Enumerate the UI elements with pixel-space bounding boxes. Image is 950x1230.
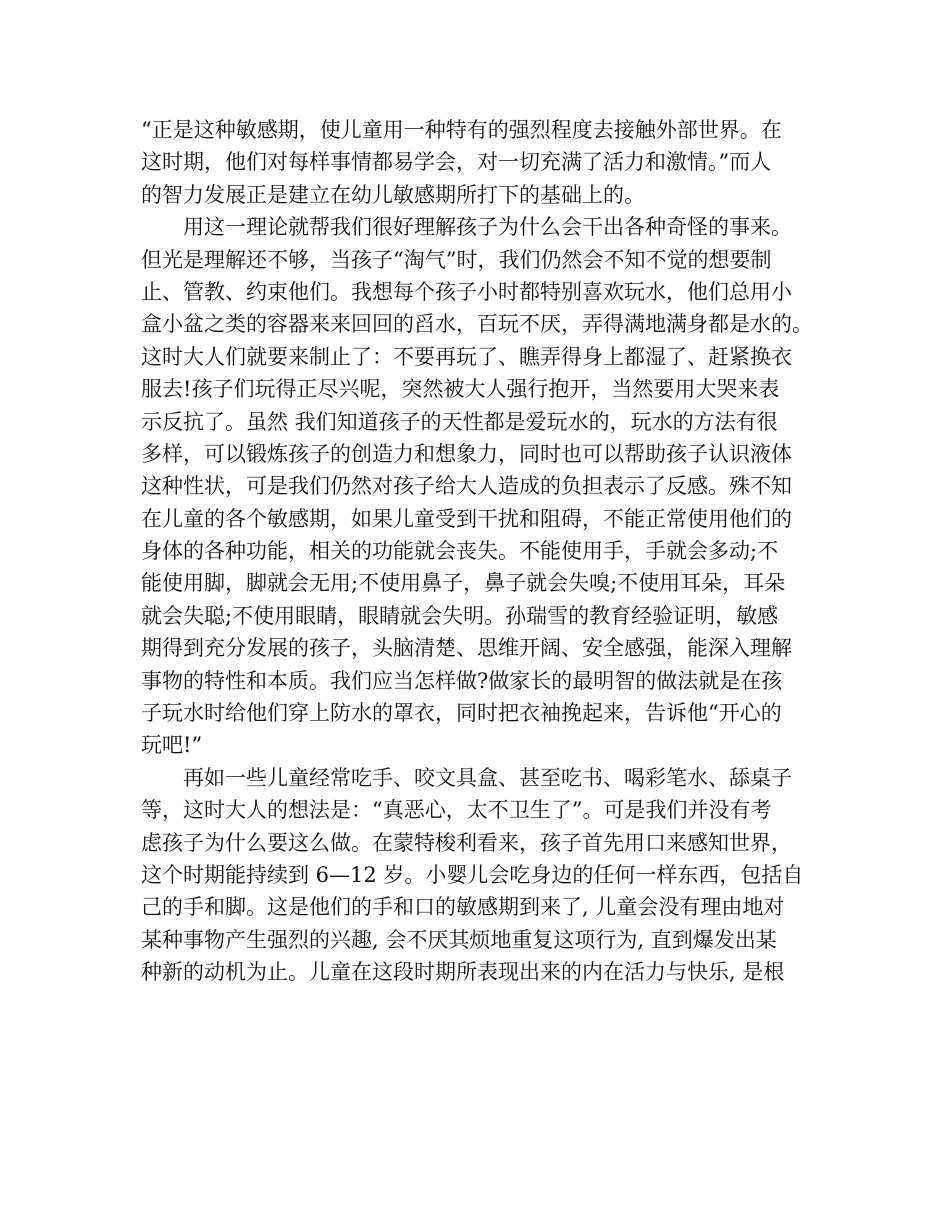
text-line: 某种事物产生强烈的兴趣, 会不厌其烦地重复这项行为, 直到爆发出某 [141, 927, 777, 952]
text-line: 期得到充分发展的孩子，头脑清楚、思维开阔、安全感强，能深入理解 [141, 636, 792, 661]
text-line: 用这一理论就帮我们很好理解孩子为什么会干出各种奇怪的事来。 [141, 215, 792, 240]
text-line: 的智力发展正是建立在幼儿敏感期所打下的基础上的。 [141, 182, 645, 207]
text-line: 这种性状，可是我们仍然对孩子给大人造成的负担表示了反感。殊不知 [141, 474, 792, 499]
text-line: 在儿童的各个敏感期，如果儿童受到干扰和阻碍，不能正常使用他们的 [141, 506, 792, 531]
text-line: 玩吧!” [141, 733, 203, 758]
text-line: 这时大人们就要来制止了：不要再玩了、瞧弄得身上都湿了、赶紧换衣 [141, 344, 792, 369]
text-line: 能使用脚，脚就会无用;不使用鼻子，鼻子就会失嗅;不使用耳朵，耳朵 [141, 571, 786, 596]
text-line: 这个时期能持续到 6—12 岁。小婴儿会吃身边的任何一样东西，包括自 [141, 862, 804, 887]
text-line: 子玩水时给他们穿上防水的罩衣，同时把衣袖挽起来，告诉他“开心的 [141, 701, 782, 726]
text-line: 示反抗了。虽然 我们知道孩子的天性都是爱玩水的，玩水的方法有很 [141, 409, 778, 434]
text-line: 这时期，他们对每样事情都易学会，对一切充满了活力和激情。”而人 [141, 150, 772, 175]
text-line: 盒小盆之类的容器来来回回的舀水，百玩不厌，弄得满地满身都是水的。 [141, 312, 813, 337]
text-line: 再如一些儿童经常吃手、咬文具盒、甚至吃书、喝彩笔水、舔桌子 [141, 765, 792, 790]
text-line: 种新的动机为止。儿童在这段时期所表现出来的内在活力与快乐, 是根 [141, 960, 785, 985]
text-line: 身体的各种功能，相关的功能就会丧失。不能使用手，手就会多动;不 [141, 539, 779, 564]
text-line: 己的手和脚。这是他们的手和口的敏感期到来了, 儿童会没有理由地对 [141, 895, 785, 920]
text-line: 服去!孩子们玩得正尽兴呢，突然被大人强行抱开，当然要用大哭来表 [141, 377, 780, 402]
text-line: 止、管教、约束他们。我想每个孩子小时都特别喜欢玩水，他们总用小 [141, 279, 792, 304]
text-line: 虑孩子为什么要这么做。在蒙特梭利看来，孩子首先用口来感知世界， [141, 830, 792, 855]
text-line: 事物的特性和本质。我们应当怎样做?做家长的最明智的做法就是在孩 [141, 668, 783, 693]
text-line: 多样，可以锻炼孩子的创造力和想象力，同时也可以帮助孩子认识液体 [141, 441, 792, 466]
body-text [141, 114, 821, 989]
text-line: “正是这种敏感期，使儿童用一种特有的强烈程度去接触外部世界。在 [141, 118, 782, 142]
text-line: 就会失聪;不使用眼睛，眼睛就会失明。孙瑞雪的教育经验证明，敏感 [141, 603, 779, 628]
text-line: 等，这时大人的想法是：“真恶心，太不卫生了”。可是我们并没有考 [141, 798, 772, 823]
text-line: 但光是理解还不够，当孩子“淘气”时，我们仍然会不知不觉的想要制 [141, 247, 772, 272]
